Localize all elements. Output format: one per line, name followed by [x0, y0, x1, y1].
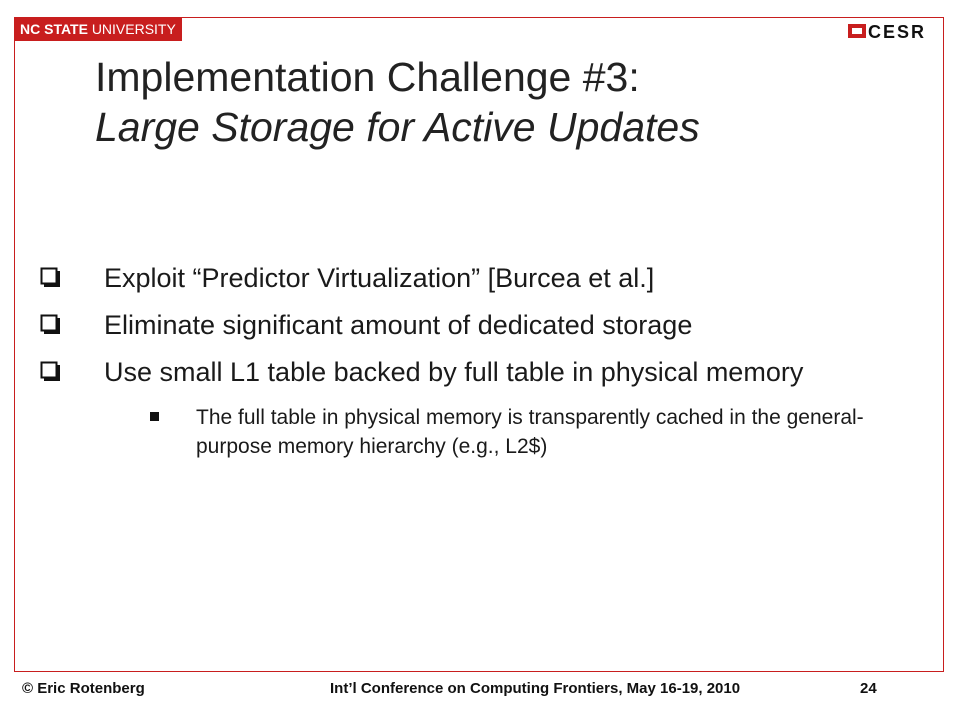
bullet-text: Eliminate significant amount of dedicated storage: [104, 310, 693, 340]
hollow-checkbox-icon: [40, 361, 61, 382]
cesr-logo-text: CESR: [868, 22, 927, 40]
bullet-item: [40, 262, 930, 295]
university-name-bold: NC STATE: [20, 21, 88, 37]
bullet-item: [40, 309, 930, 342]
cesr-logo-icon: [848, 22, 940, 40]
bullet-item: [40, 356, 930, 389]
bullet-text: Exploit “Predictor Virtualization” [Burcea et al.]: [104, 263, 655, 293]
bullet-text: Use small L1 table backed by full table in physical memory: [104, 357, 804, 387]
sub-bullet-text: The full table in physical memory is transparently cached in the general-purpose memory hierarchy (e.g., L2$): [196, 406, 864, 458]
filled-square-icon: [150, 412, 159, 421]
page-number: 24: [860, 680, 877, 697]
university-banner: [14, 17, 182, 41]
sub-bullet-item: [150, 403, 896, 461]
footer-author: © Eric Rotenberg: [22, 680, 145, 697]
slide-title: [95, 52, 915, 152]
slide-footer: [0, 680, 960, 702]
bullet-list: [40, 262, 930, 461]
title-line-2: Large Storage for Active Updates: [95, 104, 700, 150]
hollow-checkbox-icon: [40, 314, 61, 335]
cesr-logo: [848, 20, 940, 42]
hollow-checkbox-icon: [40, 267, 61, 288]
title-line-1: Implementation Challenge #3:: [95, 54, 640, 100]
footer-conference: Int’l Conference on Computing Frontiers, May 16-19, 2010: [330, 680, 741, 697]
university-name-rest: UNIVERSITY: [91, 21, 176, 37]
